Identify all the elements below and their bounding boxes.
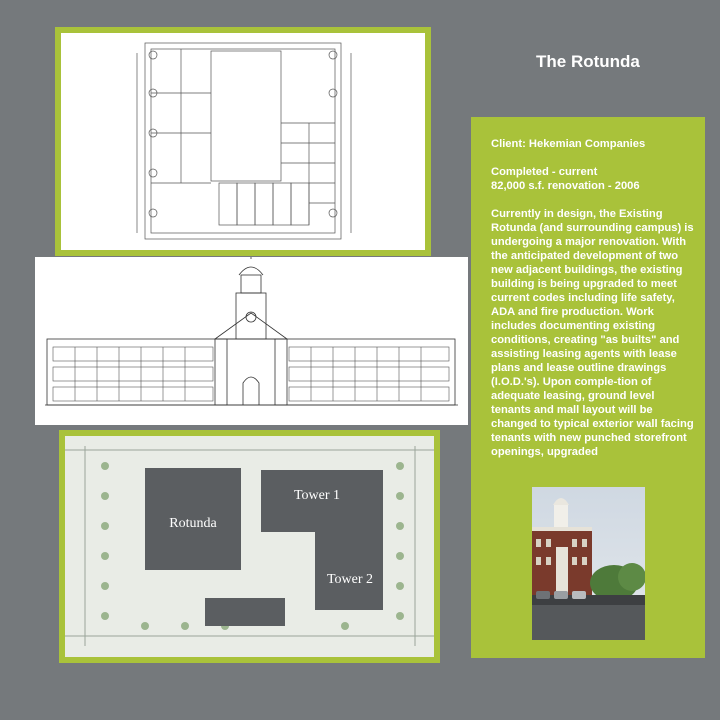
rotunda-photo xyxy=(532,487,645,640)
site-label-tower1: Tower 1 xyxy=(293,488,341,503)
floor-plan-drawing xyxy=(61,33,425,250)
project-info-box xyxy=(471,117,705,658)
client-line: Client: Hekemian Companies xyxy=(491,138,646,150)
elevation-svg xyxy=(35,257,468,425)
floor-plan-svg xyxy=(61,33,425,250)
elevation-drawing xyxy=(35,257,468,425)
site-plan-svg xyxy=(65,436,434,657)
elevation-windows xyxy=(53,347,449,401)
renovation-line: 82,000 s.f. renovation - 2006 xyxy=(491,180,640,192)
site-label-tower2: Tower 2 xyxy=(326,572,374,587)
status-line: Completed - current xyxy=(491,166,598,178)
project-description: Currently in design, the Existing Rotunda (and surrounding campus) is undergoing a major renovation. With the anticipated development of two new adjacent buildings, the existing building is being upgraded to meet current codes including life safety, ADA and fire production. Work includes documenting existing conditions, creating "as builts" and assisting leasing agents with lease plans and lease outline drawings (I.O.D.'s). Upon comple-tion of adequate leasing, ground level tenants and mall layout will be changed to typical exterior wall facing tenants with new punched storefront openings, upgraded xyxy=(491,208,694,458)
site-plan-drawing xyxy=(65,436,434,657)
page-title: The Rotunda xyxy=(536,52,640,71)
parking-structure xyxy=(205,598,285,626)
project-info-text xyxy=(491,137,697,473)
tower2-building xyxy=(315,532,383,610)
site-label-rotunda: Rotunda xyxy=(169,516,217,531)
